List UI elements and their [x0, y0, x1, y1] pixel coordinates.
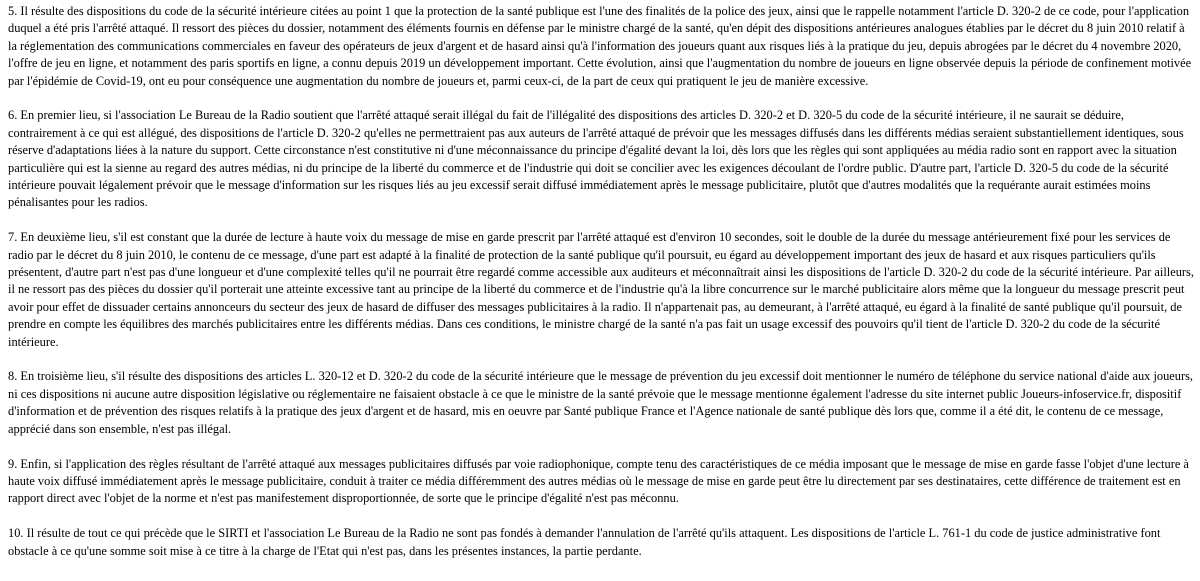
- paragraph-10: 10. Il résulte de tout ce qui précède que le SIRTI et l'association Le Bureau de la Radio ne sont pas fondés à demander l'annulation de l'arrêté qu'ils attaquent. Les dispositions de l'article L. 761-1 du code de justice administrative font obstacle à ce qu'une somme soit mise à ce titre à la charge de l'Etat qui n'est pas, dans les présentes instances, la partie perdante.: [8, 526, 1161, 558]
- paragraph-7: 7. En deuxième lieu, s'il est constant que la durée de lecture à haute voix du message de mise en garde prescrit par l'arrêté attaqué est d'environ 10 secondes, soit le double de la durée du message antérieurement fixé pour les services de radio par le décret du 8 juin 2010, le contenu de ce message, d'une part est adapté à la finalité de protection de la santé publique qu'il poursuit, eu égard au développement important des jeux de hasard et aux risques particuliers qu'ils présentent, d'autre part n'est pas d'une longueur et d'une complexité telles qu'il ne pourrait être regardé comme accessible aux auditeurs et méconnaîtrait ainsi les dispositions de l'article D. 320-2 du code de la sécurité intérieure. Par ailleurs, il ne ressort pas des pièces du dossier qu'il porterait une atteinte excessive tant au principe de la liberté du commerce et de l'industrie qu'à la libre concurrence sur le marché publicitaire alors même que la longueur du message prescrit peut avoir pour effet de dissuader certains annonceurs du secteur des jeux de hasard de diffuser des messages publicitaires à la radio. Il n'appartenait pas, au demeurant, à l'arrêté attaqué, eu égard à la finalité de santé publique qu'il poursuit, de prendre en compte les équilibres des marchés publicitaires entre les différents médias. Dans ces conditions, le ministre chargé de la santé n'a pas fait un usage excessif des pouvoirs qu'il tient de l'article D. 320-2 du code de la sécurité intérieure.: [8, 230, 1194, 349]
- paragraph-8: 8. En troisième lieu, s'il résulte des dispositions des articles L. 320-12 et D. 320-2 du code de la sécurité intérieure que le message de prévention du jeu excessif doit mentionner le numéro de téléphone du service national d'aide aux joueurs, ni ces dispositions ni aucune autre disposition législative ou réglementaire ne faisaient obstacle à ce que le ministre de la santé prévoie que le message mentionne également l'adresse du site internet public Joueurs-infoservice.fr, dispositif d'information et de prévention des risques relatifs à la pratique des jeux d'argent et de hasard, mis en oeuvre par Santé publique France et l'Agence nationale de santé publique dès lors que, comme il a été dit, le contenu de ce message, apprécié dans son ensemble, n'est pas illégal.: [8, 369, 1194, 436]
- paragraph-5: 5. Il résulte des dispositions du code de la sécurité intérieure citées au point 1 que la protection de la santé publique est l'une des finalités de la police des jeux, ainsi que le rappelle notamment l'article D. 320-2 de ce code, pour l'application duquel a été pris l'arrêté attaqué. Il ressort des pièces du dossier, notamment des éléments fournis en défense par le ministre chargé de la santé, qu'en dépit des dispositions antérieures analogues établies par le décret du 8 juin 2010 relatif à la réglementation des communications commerciales en faveur des opérateurs de jeux d'argent et de hasard ainsi qu'à l'information des joueurs quant aux risques liés à la pratique du jeu, depuis abrogées par le décret du 4 novembre 2020, l'offre de jeu en ligne, et notamment des paris sportifs en ligne, a connu depuis 2019 un développement important. Cette évolution, ainsi que l'augmentation du nombre de joueurs en ligne observée depuis la période de confinement motivée par l'épidémie de Covid-19, ont eu pour conséquence une augmentation du nombre de joueurs et, parmi ceux-ci, de la part de ceux qui pratiquent le jeu de manière excessive.: [8, 4, 1192, 88]
- document-body: [8, 3, 1194, 560]
- paragraph-6: 6. En premier lieu, si l'association Le Bureau de la Radio soutient que l'arrêté attaqué serait illégal du fait de l'illégalité des dispositions des articles D. 320-2 et D. 320-5 du code de la sécurité intérieure, il ne saurait se déduire, contrairement à ce qui est allégué, des dispositions de l'article D. 320-2 qu'elles ne permettraient pas aux auteurs de l'arrêté attaqué de prévoir que les messages diffusés dans les différents médias seraient substantiellement identiques, sous réserve d'adaptations liées à la nature du support. Cette circonstance n'est constitutive ni d'une méconnaissance du principe d'égalité devant la loi, dès lors que les règles qui sont appliquées au média radio sont en rapport avec la situation particulière qui est la sienne au regard des autres médias, ni du principe de la liberté du commerce et de l'industrie qui doit se concilier avec les exigences découlant de l'ordre public. D'autre part, l'article D. 320-5 du code de la sécurité intérieure pouvait légalement prévoir que le message d'information sur les risques liés au jeu excessif serait diffusé immédiatement après le message publicitaire, plutôt que d'autres modalités que la requérante aurait estimées moins pénalisantes pour les radios.: [8, 108, 1184, 210]
- paragraph-9: 9. Enfin, si l'application des règles résultant de l'arrêté attaqué aux messages publicitaires diffusés par voie radiophonique, compte tenu des caractéristiques de ce média imposant que le message de mise en garde fasse l'objet d'une lecture à haute voix diffusé immédiatement après le message publicitaire, conduit à traiter ce média différemment des autres médias où le message de mise en garde peut être lu directement par ses destinataires, cette différence de traitement est en rapport direct avec l'objet de la norme et n'est pas manifestement disproportionnée, de sorte que le principe d'égalité n'est pas méconnu.: [8, 456, 1189, 506]
